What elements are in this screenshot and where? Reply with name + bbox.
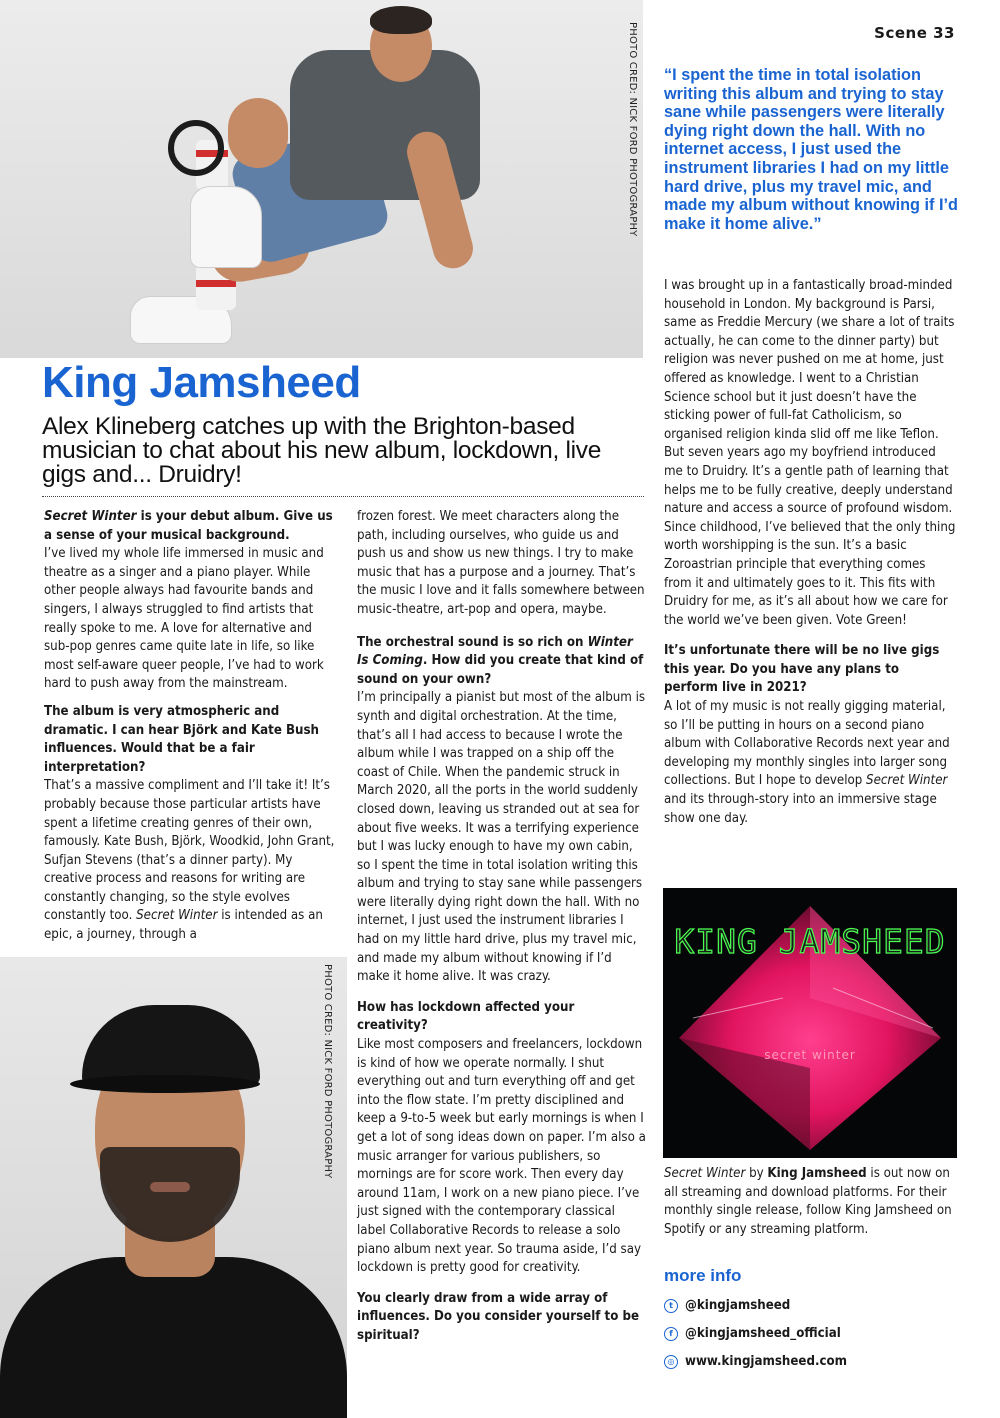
twitter-icon: t [664,1299,678,1313]
album-subtitle: secret winter [764,1048,856,1062]
sock-stripe [196,280,236,287]
facebook-handle: @kingjamsheed_official [685,1326,841,1341]
article-subtitle: Alex Klineberg catches up with the Brighton-based musician to chat about his new album, lockdown, live gigs and... Druidry! [42,413,602,488]
page-number: Scene 33 [874,24,955,42]
question-4: How has lockdown affected your creativity? [357,999,575,1034]
website-url: www.kingjamsheed.com [685,1354,848,1369]
answer-2-text-end: is intended as an epic, a journey, through a [44,908,323,943]
answer-5: I was brought up in a fantastically broad-minded household in London. My background is Parsi, same as Freddie Mercury (we share a lot of traits actually, he can come to the dinner party) but religion was never pushed on me at home, just offered as knowledge. I went to a Christian Science school but it just doesn’t have the sticking power of full-fat Catholicism, so organised religion kinda slid off me like Teflon. But seven years ago my boyfriend introduced me to Druidry. It’s a gentle path of learning that helps me to be fully creative, deeply understand nature and access a source of profound wisdom. Since childhood, I’ve believed that the only thing worth worshipping is the sun. It’s a basic Zoroastrian principle that everything comes from it and ultimately goes to it. This fits with Druidry for me, as it’s all about how we care for the world we’ve been given. Vote Green! [664,278,956,628]
question-1-text: is your debut album. Give us a sense of your musical background. [44,509,333,543]
column-1 [44,508,336,954]
twitter-handle: @kingjamsheed [685,1298,791,1313]
answer-6-text-end: and its through-story into an immersive stage show one day. [664,792,937,826]
mouth [150,1182,190,1192]
photo-credit-top: PHOTO CRED: NICK FORD PHOTOGRAPHY [627,22,638,237]
answer-2-text: That’s a massive compliment and I’ll take it! It’s probably because those particular artists have spent a lifetime creating genres of their own, famously. Kate Bush, Björk, Woodkid, John Grant, Sufjan Stevens (that’s a dinner party). My creative process and reasons for writing are constantly changing, so the style evolves constantly too. [44,778,335,924]
caption-album-title: Secret Winter [664,1166,746,1181]
caption-text: is out now on all streaming and download platforms. For their monthly single release, follow King Jamsheed on Spotify or any streaming platform. [664,1166,952,1237]
answer-1: I’ve lived my whole life immersed in music and theatre as a singer and a piano player. While other people always had favourite bands and singers, I always struggled to find artists that really spoke to me. A love for alternative and sub-pop genres came quite late in life, so like most self-aware queer people, I’ve had to work hard to push away from the mainstream. [44,546,324,692]
top-photo [0,0,643,358]
answer-2 [44,777,336,944]
question-2: The album is very atmospheric and dramatic. I can hear Björk and Kate Bush influences. Would that be a fair interpretation? [44,703,319,775]
more-info-title: more info [664,1266,742,1285]
column-3 [664,277,956,837]
portrait-photo [0,957,347,1418]
answer-2-title: Secret Winter [136,908,218,924]
cap-brim [70,1075,260,1093]
photo-credit-bottom: PHOTO CRED: NICK FORD PHOTOGRAPHY [322,964,333,1179]
answer-4: Like most composers and freelancers, lockdown is kind of how we operate normally. I shut everything out and turn everything off and get into the flow state. I’m pretty disciplined and keep a 9-to-5 week but early mornings is when I get a lot of song ideas down on paper. I’m also a music arranger for various publishers, so mornings are for score work. Then every day around 11am, I work on a new piano piece. I’ve just signed with the contemporary classical label Collaborative Records to release a solo piano album next year. So trauma aside, I’d say lockdown is pretty good for creativity. [357,1037,646,1276]
answer-3: I’m principally a pianist but most of the album is synth and digital orchestration. At the time, that’s all I had access to because I wrote the album while I was trapped on a ship off the coast of Chile. When the pandemic struck in March 2020, all the ports in the world suddenly closed down, leaving us stranded out at sea for about five weeks. It was a terrifying experience but I was lucky enough to have my own cabin, so I spent the time in total isolation writing this album and trying to stay sane while passengers were literally dying right down the hall. With no internet, I just used the instrument libraries I had on my little hard drive, plus my travel mic, and made my album without knowing if I’d make it home alive. It was crazy. [357,690,646,985]
globe-icon: ◎ [664,1355,678,1369]
divider [42,496,644,497]
headphones [168,120,224,176]
knee [228,98,288,168]
pull-quote: “I spent the time in total isolation writing this album and trying to stay sane while passengers were literally dying right down the hall. With no internet access, I just used the instrument libraries I had on my little hard drive, plus my travel mic, and made my album without knowing if I’d make it home alive.” [664,66,958,233]
shirt [0,1257,347,1418]
caption-artist: King Jamsheed [767,1166,867,1181]
answer-2-continued: frozen forest. We meet characters along the path, including ourselves, who guide us and push us and show us new things. I try to make music that has a purpose and a journey. That’s the music I love and it falls somewhere between music-theatre, art-pop and opera, maybe. [357,509,645,617]
facebook-link[interactable] [664,1326,841,1341]
album-cover [663,888,957,1158]
hair [370,6,432,34]
question-3-text-end: . How did you create that kind of sound on your own? [357,653,644,687]
website-link[interactable] [664,1354,847,1369]
answer-6-title: Secret Winter [866,773,948,789]
answer-6 [664,698,956,828]
beard [100,1147,240,1242]
album-caption [664,1165,964,1239]
question-6: It’s unfortunate there will be no live gigs this year. Do you have any plans to perform live in 2021? [664,643,940,696]
article-title: King Jamsheed [42,358,361,407]
question-5: You clearly draw from a wide array of influences. Do you consider yourself to be spiritual? [357,1290,640,1343]
question-3 [357,634,647,690]
column-2 [357,508,647,1355]
question-1-title: Secret Winter [44,509,137,524]
cap [82,1005,260,1085]
shoe-right [190,186,262,268]
album-title: KING JAMSHEED [674,922,946,961]
caption-by: by [745,1166,768,1181]
question-3-title: Winter Is Coming [357,634,633,669]
question-1 [44,508,336,545]
twitter-link[interactable] [664,1298,790,1313]
facebook-icon: f [664,1327,678,1341]
question-3-text: The orchestral sound is so rich on [357,634,588,650]
answer-6-text: A lot of my music is not really gigging material, so I’ll be putting in hours on a second piano album with Collaborative Records next year and developing my monthly singles into larger song collections. But I hope to develop [664,699,950,789]
